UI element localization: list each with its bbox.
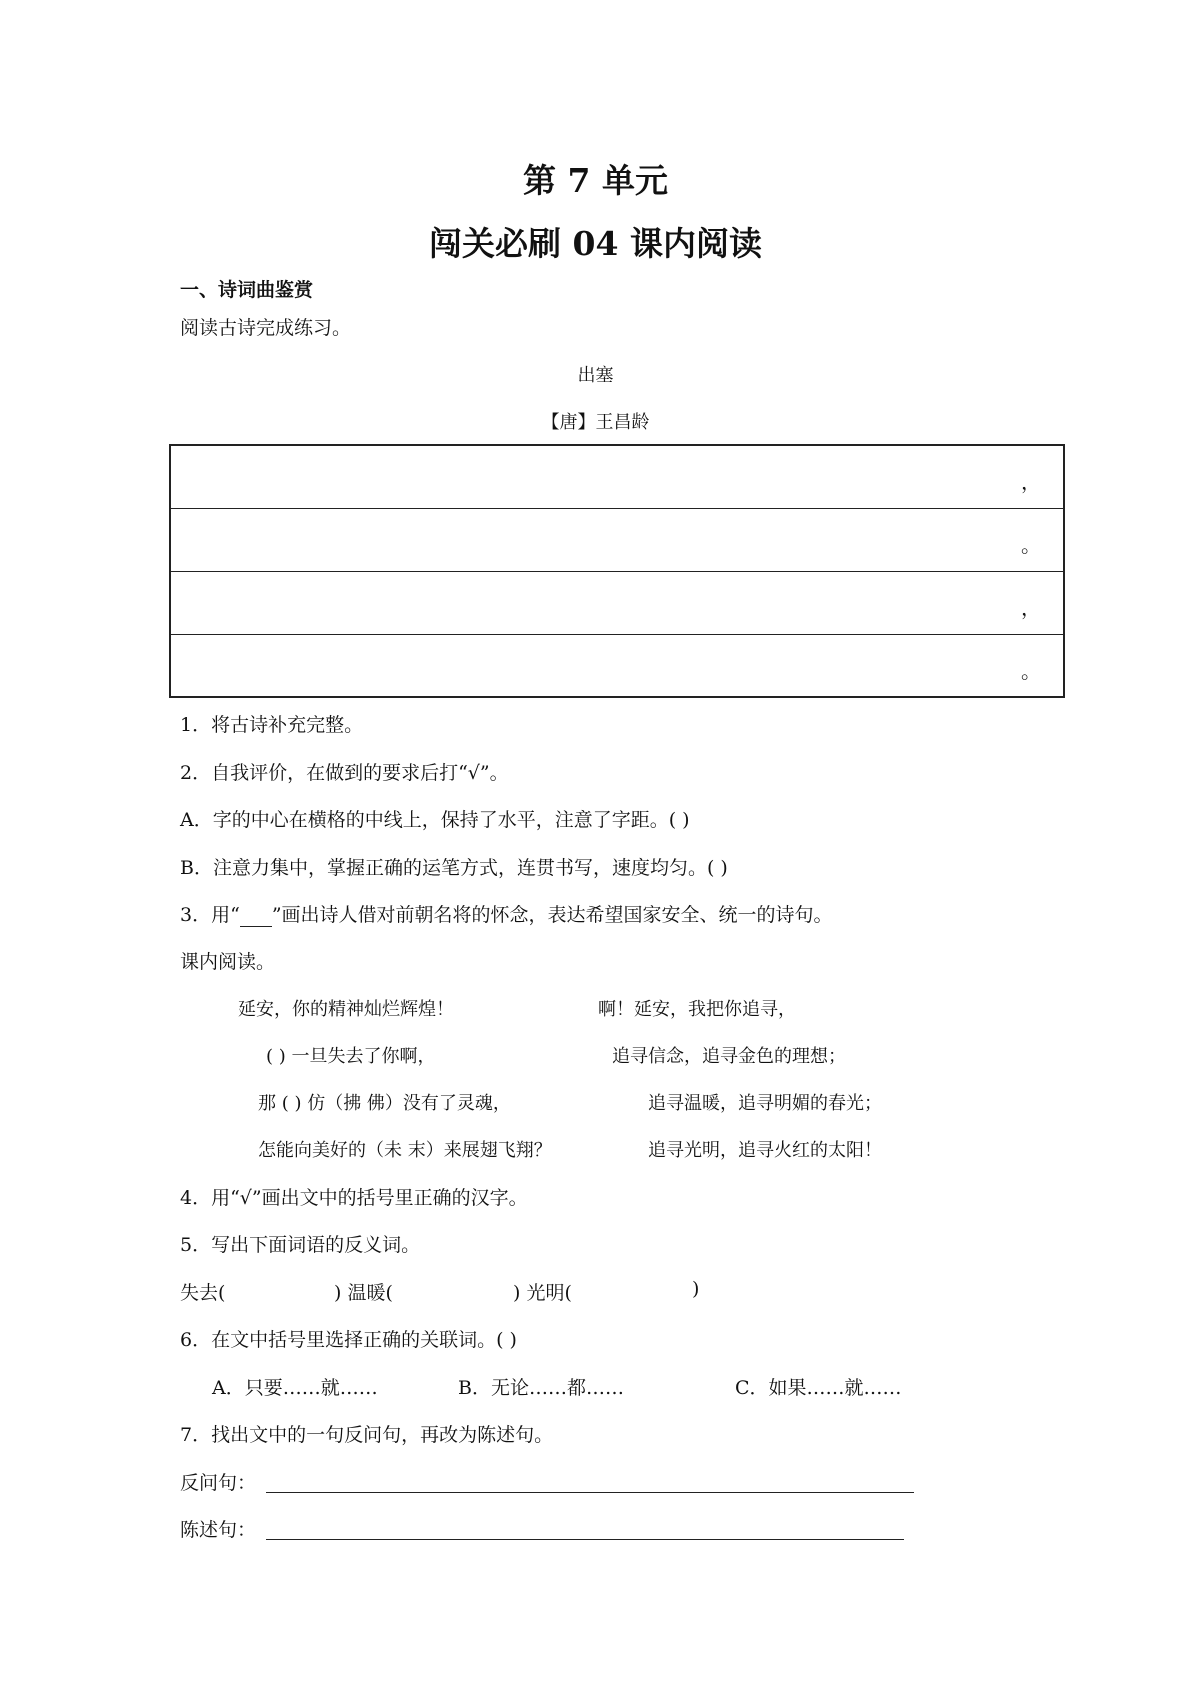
rhetorical-question-label: 反问句：: [180, 1472, 257, 1494]
instruction-text: 阅读古诗完成练习。: [180, 317, 352, 339]
poem-author: 【唐】王昌龄: [541, 412, 650, 433]
question-6-option-a: A．只要……就……: [212, 1377, 378, 1399]
unit-title: 第 7 单元: [523, 161, 668, 200]
passage-left-line: 延安，你的精神灿烂辉煌！: [238, 999, 454, 1020]
antonym-item: 失去(: [180, 1282, 226, 1304]
declarative-sentence-label: 陈述句：: [180, 1519, 257, 1541]
rhetorical-answer-line[interactable]: [266, 1492, 914, 1493]
page-title: 闯关必刷 04 课内阅读: [429, 224, 762, 263]
question-7: 7．找出文中的一句反问句，再改为陈述句。: [180, 1424, 554, 1446]
question-6-option-b: B．无论……都……: [458, 1377, 624, 1399]
antonym-item: ): [692, 1278, 700, 1300]
question-1: 1．将古诗补充完整。: [180, 714, 364, 736]
passage-right-line: 追寻光明，追寻火红的太阳！: [648, 1140, 882, 1161]
passage-right-line: 追寻温暖，追寻明媚的春光；: [648, 1093, 882, 1114]
poem-line-punctuation: 。: [1021, 533, 1041, 557]
poem-writing-row[interactable]: [171, 509, 1063, 572]
poem-line-punctuation: 。: [1021, 659, 1041, 683]
passage-left-line: ( ) 一旦失去了你啊，: [266, 1046, 436, 1067]
antonym-item: ) 温暖(: [334, 1282, 393, 1304]
antonym-item: ) 光明(: [513, 1282, 572, 1304]
question-3-prefix: 3．用“: [180, 904, 240, 926]
poem-writing-row[interactable]: [171, 635, 1063, 697]
poem-writing-row[interactable]: [171, 572, 1063, 635]
poem-line-punctuation: ，: [1021, 596, 1041, 620]
question-4: 4．用“√”画出文中的括号里正确的汉字。: [180, 1187, 528, 1209]
poem-line-punctuation: ，: [1021, 470, 1041, 494]
poem-title: 出塞: [577, 365, 614, 386]
declarative-answer-line[interactable]: [266, 1539, 904, 1540]
question-2-option-a: A．字的中心在横格的中线上，保持了水平，注意了字距。( ): [180, 809, 690, 831]
question-2: 2．自我评价，在做到的要求后打“√”。: [180, 762, 509, 784]
question-3-suffix: ”画出诗人借对前朝名将的怀念，表达希望国家安全、统一的诗句。: [271, 904, 833, 926]
question-5: 5．写出下面词语的反义词。: [180, 1234, 421, 1256]
question-3: [180, 900, 833, 927]
passage-right-line: 啊！延安，我把你追寻，: [598, 999, 796, 1020]
passage-right-line: 追寻信念，追寻金色的理想；: [612, 1046, 846, 1067]
poem-writing-grid: [169, 444, 1065, 698]
reading-label: 课内阅读。: [180, 951, 276, 973]
passage-left-line: 怎能向美好的（未 末）来展翅飞翔？: [258, 1140, 552, 1161]
question-2-option-b: B．注意力集中，掌握正确的运笔方式，连贯书写，速度均匀。( ): [180, 857, 728, 879]
underline-sample: [240, 904, 272, 927]
question-6: 6．在文中括号里选择正确的关联词。( ): [180, 1329, 517, 1351]
question-6-option-c: C．如果……就……: [735, 1377, 902, 1399]
passage-left-line: 那 ( ) 仿（拂 佛）没有了灵魂，: [258, 1093, 511, 1114]
section-heading: 一、诗词曲鉴赏: [180, 279, 314, 301]
poem-writing-row[interactable]: [171, 446, 1063, 509]
